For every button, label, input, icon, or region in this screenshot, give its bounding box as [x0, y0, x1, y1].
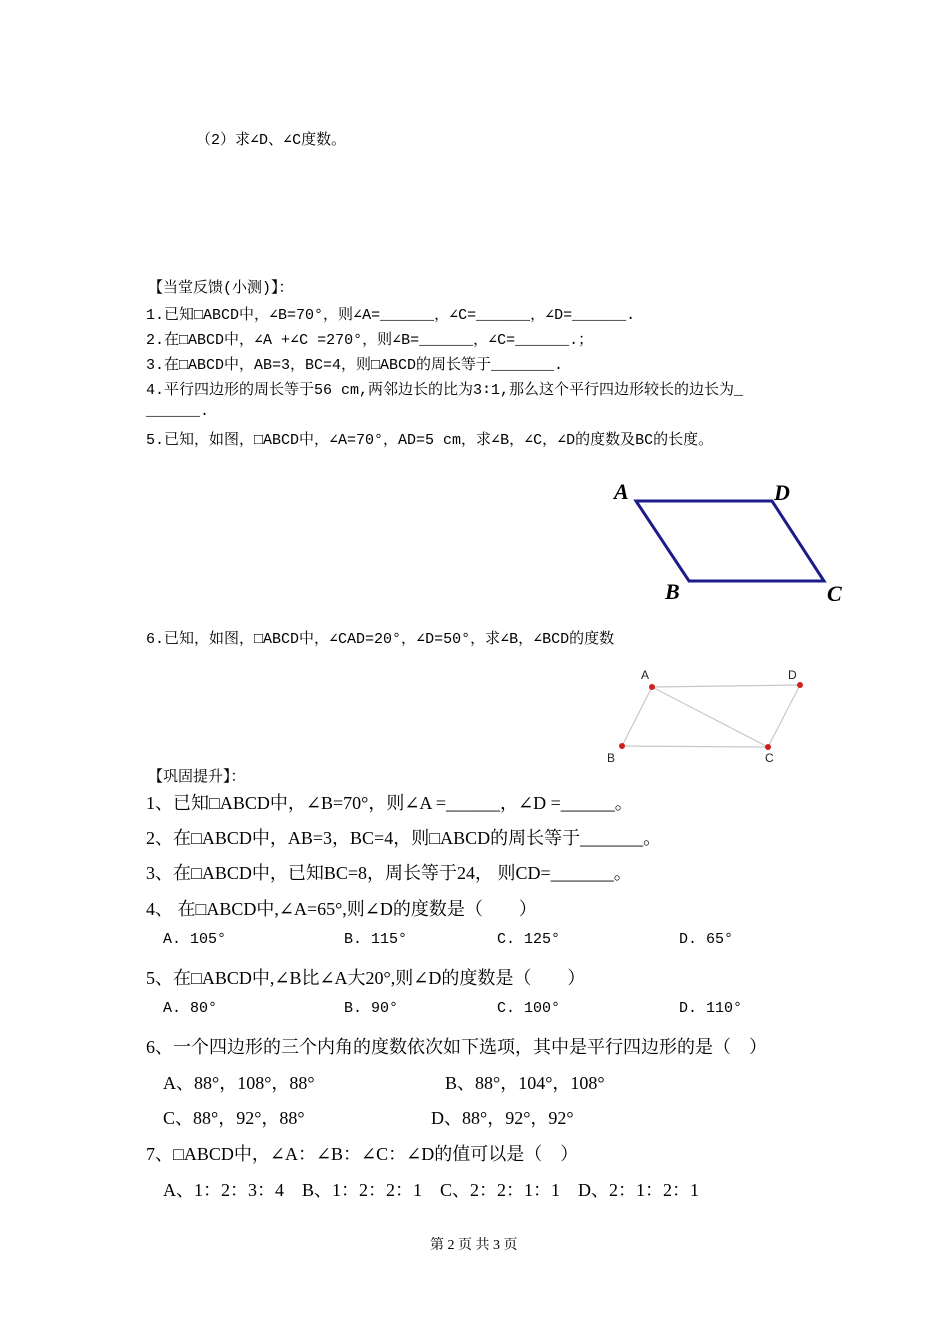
- vertex-label-d: D: [774, 480, 790, 505]
- q4-option-d: D. 65°: [679, 931, 734, 948]
- feedback-question-2: 2.在□ABCD中，∠A +∠C =270°，则∠B=______，∠C=______.；: [146, 332, 594, 349]
- consolidate-question-5: 5、在□ABCD中,∠B比∠A大20°,则∠D的度数是（ ）: [146, 968, 586, 988]
- parallelogram-figure-2: [600, 665, 820, 770]
- feedback-question-6: 6.已知，如图，□ABCD中，∠CAD=20°，∠D=50°，求∠B，∠BCD的度数: [146, 631, 615, 648]
- feedback-question-4-line1: 4.平行四边形的周长等于56 cm,两邻边长的比为3∶1,那么这个平行四边形较长的边长为_: [146, 382, 744, 399]
- point-b: [619, 743, 625, 749]
- q5-option-c: C. 100°: [497, 1000, 561, 1017]
- consolidate-question-7: 7、□ABCD中，∠A：∠B：∠C：∠D的值可以是（ ）: [146, 1144, 579, 1164]
- section-heading-consolidate: 【巩固提升】：: [148, 769, 246, 786]
- point-a: [649, 684, 655, 690]
- section-heading-feedback: 【当堂反馈(小测)】：: [148, 280, 294, 297]
- q6-option-b: B、88°，104°，108°: [445, 1073, 605, 1093]
- q7-options: A、1：2：3：4 B、1：2：2：1 C、2：2：1：1 D、2：1：2：1: [163, 1180, 700, 1200]
- q5-option-d: D. 110°: [679, 1000, 743, 1017]
- consolidate-question-2: 2、在□ABCD中，AB=3，BC=4，则□ABCD的周长等于_______。: [146, 828, 662, 848]
- q4-option-c: C. 125°: [497, 931, 561, 948]
- vertex-label-a: A: [614, 479, 629, 504]
- feedback-question-5: 5.已知，如图，□ABCD中，∠A=70°，AD=5 cm，求∠B，∠C，∠D的度数及BC的长度。: [146, 432, 714, 449]
- q6-option-d: D、88°，92°，92°: [431, 1108, 574, 1128]
- q5-option-b: B. 90°: [344, 1000, 399, 1017]
- point-d: [797, 682, 803, 688]
- parallelogram-abcd-shape: [636, 501, 824, 581]
- consolidate-question-1: 1、已知□ABCD中，∠B=70°，则∠A =______，∠D =______。: [146, 793, 633, 813]
- consolidate-question-4: 4、 在□ABCD中,∠A=65°,则∠D的度数是（ ）: [146, 899, 537, 919]
- point-label-b: B: [607, 751, 616, 765]
- q4-option-b: B. 115°: [344, 931, 408, 948]
- parallelogram-figure-1: [600, 470, 870, 610]
- feedback-question-3: 3.在□ABCD中，AB=3，BC=4，则□ABCD的周长等于_______.: [146, 357, 564, 374]
- consolidate-question-6: 6、一个四边形的三个内角的度数依次如下选项，其中是平行四边形的是（ ）: [146, 1037, 767, 1057]
- q6-option-a: A、88°，108°，88°: [163, 1073, 315, 1093]
- consolidate-question-3: 3、在□ABCD中，已知BC=8，周长等于24， 则CD=_______。: [146, 863, 632, 883]
- point-label-c: C: [765, 751, 774, 765]
- sub-question-2: （2）求∠D、∠C度数。: [196, 132, 347, 149]
- point-label-d: D: [788, 668, 797, 682]
- q4-option-a: A. 105°: [163, 931, 227, 948]
- feedback-question-1: 1.已知□ABCD中，∠B=70°，则∠A=______，∠C=______，∠D=______.: [146, 307, 636, 324]
- diagonal-ac: [652, 687, 768, 747]
- point-label-a: A: [641, 668, 650, 682]
- vertex-label-c: C: [827, 581, 842, 606]
- vertex-label-b: B: [665, 579, 680, 604]
- q6-option-c: C、88°，92°，88°: [163, 1108, 305, 1128]
- q5-option-a: A. 80°: [163, 1000, 218, 1017]
- parallelogram-abcd-outline: [622, 685, 800, 747]
- point-c: [765, 744, 771, 750]
- feedback-question-4-line2: ______.: [146, 403, 210, 420]
- page-footer: 第 2 页 共 3 页: [430, 1238, 518, 1253]
